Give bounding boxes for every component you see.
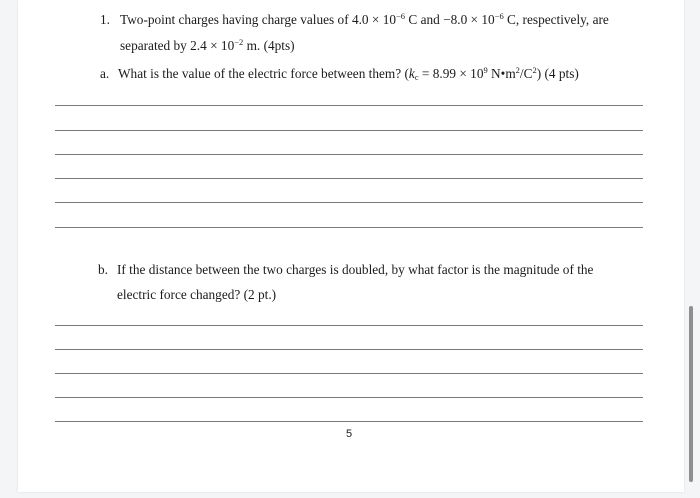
- answer-line: [55, 325, 643, 326]
- answer-line: [55, 349, 643, 350]
- answer-line: [55, 154, 643, 155]
- part-b-label: b.: [98, 262, 108, 277]
- answer-line: [55, 105, 643, 106]
- part-a-question: What is the value of the electric force between them? ($k_c = 8.99 \times 10^9$ $N•m^2/C^2$) (4 pts): [118, 65, 579, 82]
- part-b-question-line-2: electric force changed? (2 pt.): [117, 287, 277, 302]
- answer-line: [55, 178, 643, 179]
- answer-line: [55, 227, 643, 228]
- question-1-line-1: Two-point charges having charge values of $4.0 \times 10^{-6}$ C and $-8.0 \times 10^{-6}$ C, respectively, are: [120, 11, 609, 27]
- page-number: 5: [346, 428, 353, 440]
- answer-line: [55, 202, 643, 203]
- part-b-question-line-1: If the distance between the two charges is doubled, by what factor is the magnitude of the: [117, 262, 594, 277]
- question-1-number: 1.: [100, 12, 110, 27]
- answer-line: [55, 421, 643, 422]
- answer-line: [55, 373, 643, 374]
- part-a-label: a.: [100, 66, 110, 81]
- scrollbar-thumb[interactable]: [689, 306, 693, 482]
- question-1-line-2: separated by $2.4 \times 10^{-2}$ m. (4pts): [120, 37, 295, 53]
- answer-line: [55, 130, 643, 131]
- answer-line: [55, 397, 643, 398]
